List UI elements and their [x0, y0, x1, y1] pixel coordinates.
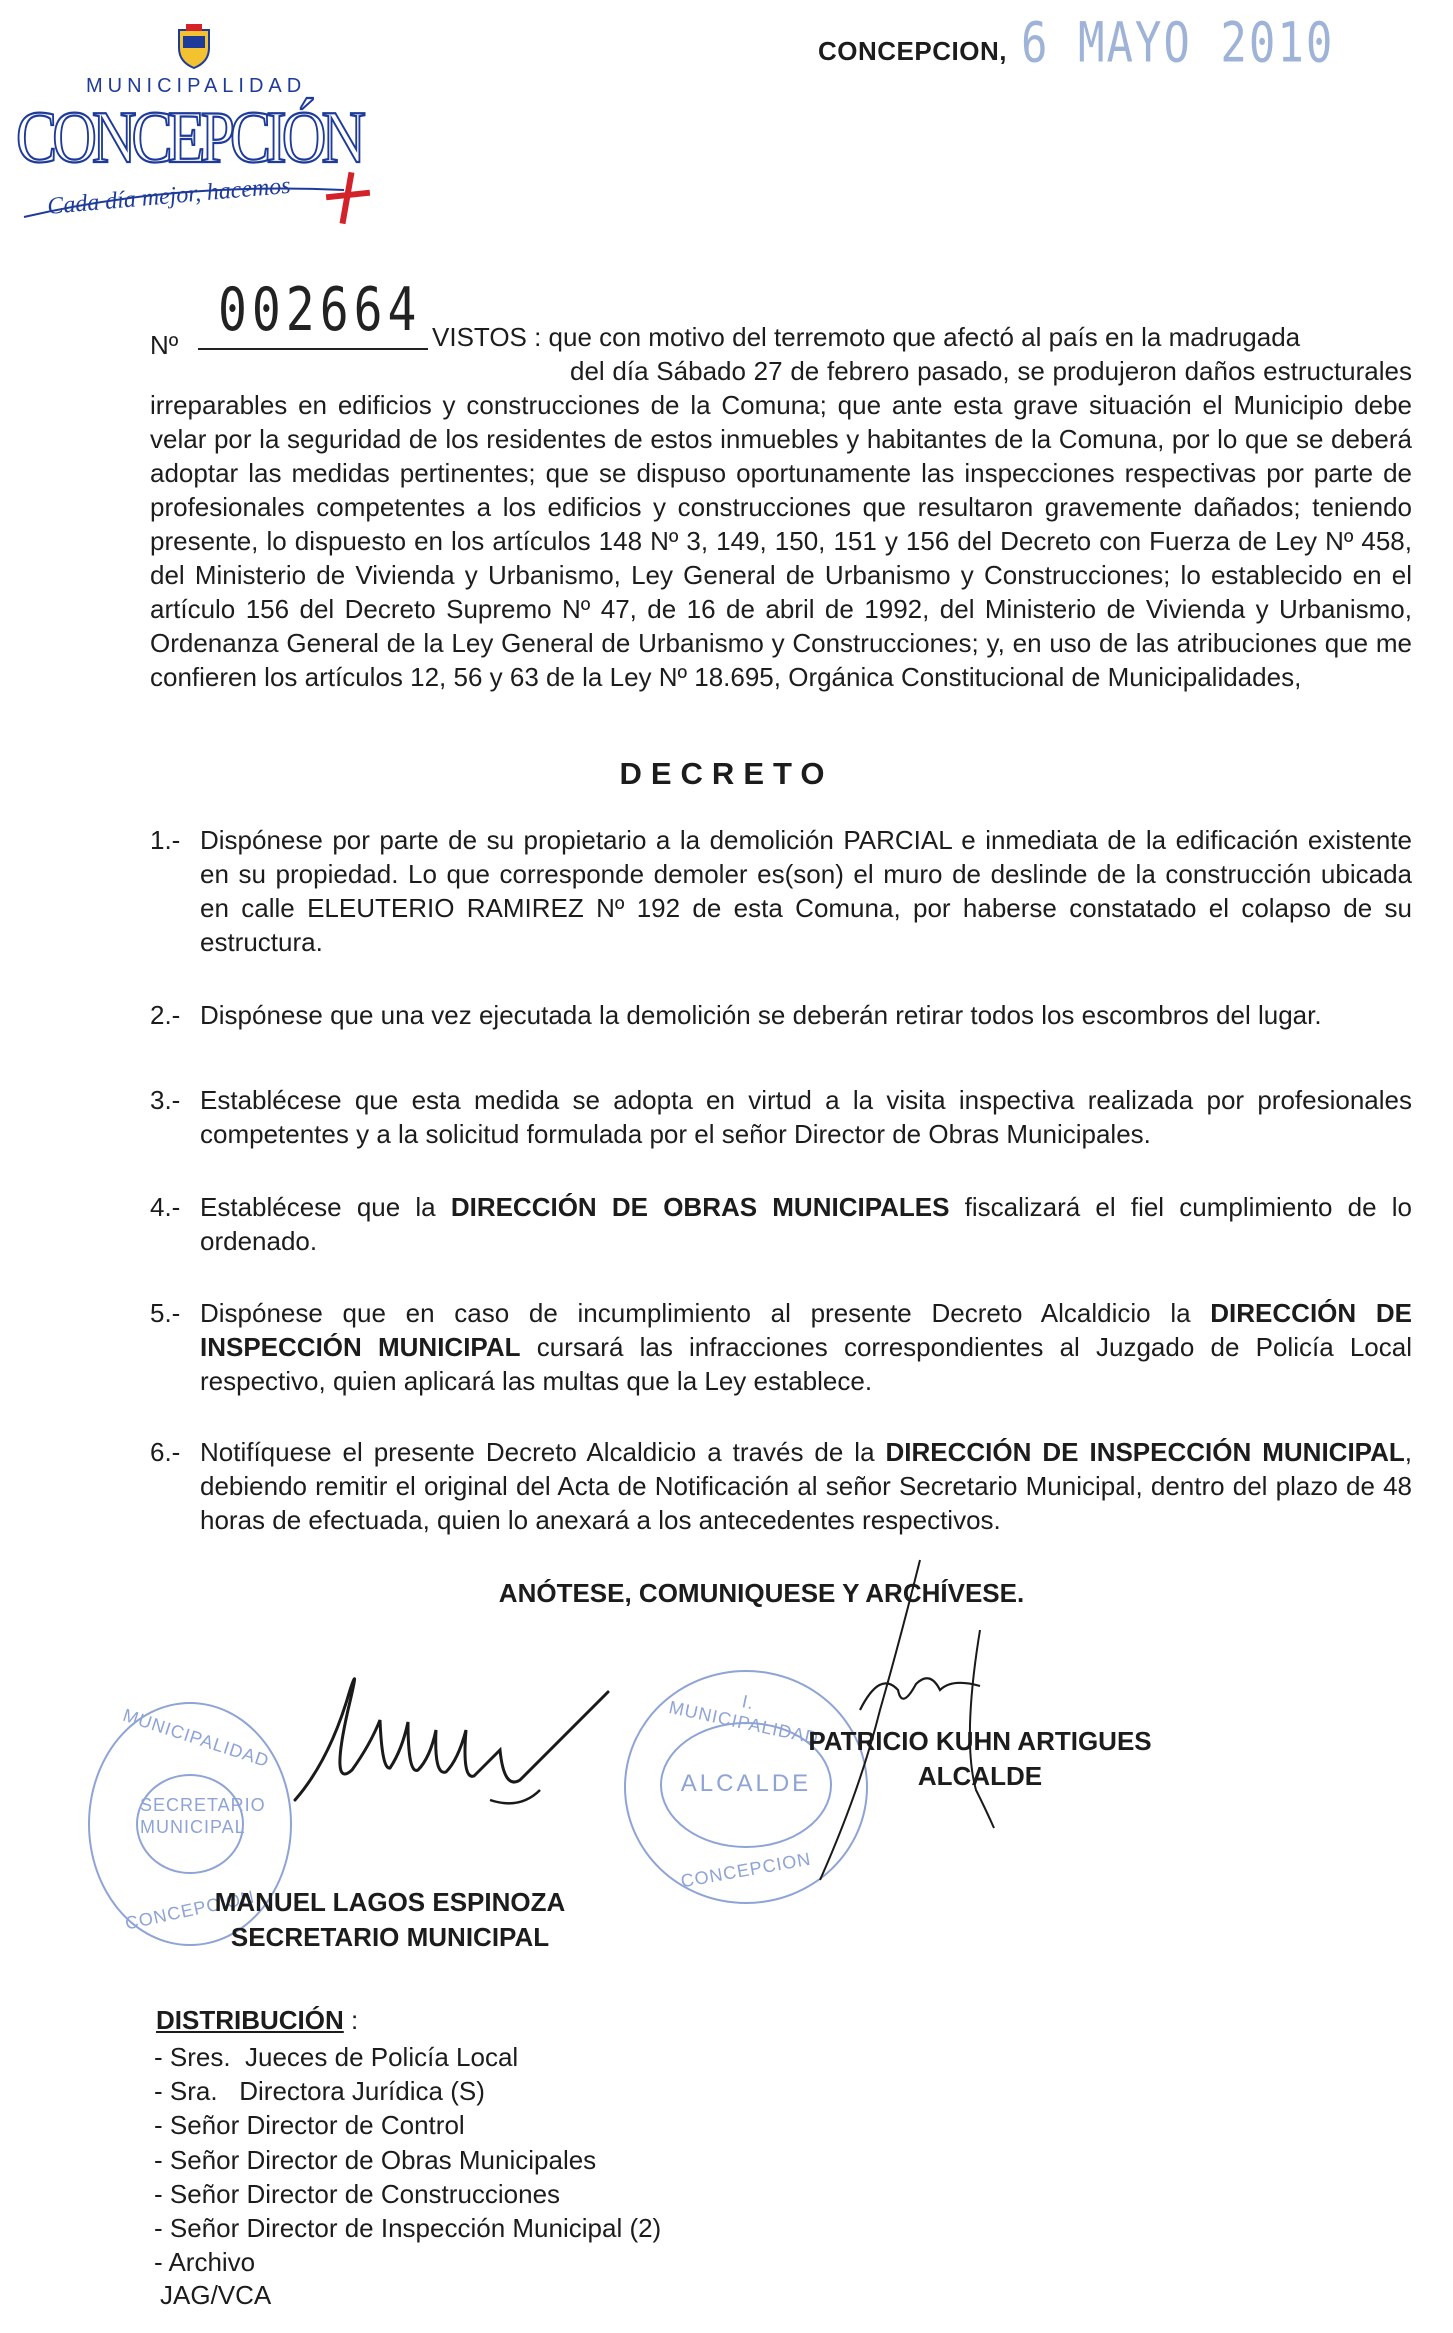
logo-municipality-label: MUNICIPALIDAD	[86, 75, 307, 97]
item-text-before: Establécese que la	[200, 1192, 436, 1222]
item-number: 6.-	[150, 1437, 181, 1467]
list-item: - Sres. Jueces de Policía Local	[154, 2042, 519, 2072]
item-text-after: fiscalizará el fiel cumplimiento de lo ordenado.	[200, 1192, 1412, 1256]
mayor-name: PATRICIO KUHN ARTIGUES	[808, 1726, 1152, 1756]
secretary-signature	[290, 1650, 620, 1850]
item-text	[200, 1296, 1412, 1398]
decree-item-4	[150, 1190, 1412, 1258]
logo-slogan: Cada día mejor, hacemos	[46, 172, 292, 220]
decreto-heading: DECRETO	[619, 756, 834, 791]
distribution-heading-text: DISTRIBUCIÓN	[156, 2005, 344, 2035]
secretary-stamp-ring-bottom: CONCEPCION	[123, 1886, 257, 1934]
plus-icon	[326, 172, 370, 224]
list-item: - Señor Director de Control	[154, 2110, 465, 2141]
closing-formula: ANÓTESE, COMUNIQUESE Y ARCHÍVESE.	[498, 1578, 1025, 1608]
decree-item-5	[150, 1296, 1412, 1398]
list-item: - Señor Director de Inspección Municipal (2)	[154, 2213, 662, 2244]
place-label: CONCEPCION,	[818, 36, 1007, 66]
item-text: Establécese que esta medida se adopta en virtud a la visita inspectiva realizada por profesionales competentes y a la solicitud formulada por el señor Director de Obras Municipales.	[200, 1085, 1412, 1149]
date-stamp: 6 MAYO 2010	[1020, 11, 1335, 75]
item-number: 1.-	[150, 825, 181, 855]
item-text-bold: DIRECCIÓN DE INSPECCIÓN MUNICIPAL	[885, 1437, 1405, 1467]
decree-number-underline	[198, 348, 428, 350]
decree-item-6	[150, 1435, 1412, 1537]
logo-graphic	[14, 22, 374, 232]
decree-number-value: 002664	[218, 275, 422, 345]
item-text-bold: DIRECCIÓN DE INSPECCIÓN MUNICIPAL	[200, 1298, 1413, 1362]
vistos-first-line: VISTOS : que con motivo del terremoto que afectó al país en la madrugada	[432, 322, 1301, 352]
item-text-after: , debiendo remitir el original del Acta de Notificación al señor Secretario Municipal, dentro del plazo de 48 horas de efectuada, quien lo anexará a los antecedentes respectivos.	[200, 1437, 1412, 1535]
decree-item-2	[150, 998, 1412, 1032]
secretary-title: SECRETARIO MUNICIPAL	[230, 1922, 550, 1952]
secretary-stamp-ring-top: MUNICIPALIDAD	[120, 1704, 272, 1772]
list-item: - Señor Director de Construcciones	[154, 2178, 561, 2209]
item-text-bold: DIRECCIÓN DE OBRAS MUNICIPALES	[450, 1192, 950, 1222]
mayor-signature	[780, 1560, 1040, 1880]
distribution-heading-colon: :	[351, 2005, 359, 2035]
item-number: 5.-	[150, 1298, 181, 1328]
logo-city-name: CONCEPCIÓN	[16, 97, 365, 179]
item-text: Dispónese que una vez ejecutada la demolición se deberán retirar todos los escombros del lugar.	[200, 1000, 1322, 1030]
item-text-before: Dispónese que en caso de incumplimiento al presente Decreto Alcaldicio la	[200, 1298, 1191, 1328]
mayor-title: ALCALDE	[917, 1761, 1043, 1791]
municipal-logo	[14, 22, 374, 232]
item-text: Dispónese por parte de su propietario a la demolición PARCIAL e inmediata de la edificación existente en su propiedad. Lo que corresponde demoler es(son) el muro de deslinde de la construcción ubicada en calle ELEUTERIO RAMIREZ Nº 192 de esta Comuna, por haberse constatado el colapso de su estructura.	[200, 825, 1412, 957]
item-text	[200, 1435, 1412, 1537]
item-number: 3.-	[150, 1085, 181, 1115]
item-text	[200, 1190, 1412, 1258]
item-number: 2.-	[150, 1000, 181, 1030]
vistos-paragraph: del día Sábado 27 de febrero pasado, se produjeron daños estructurales irreparables en edificios y construcciones de la Comuna; que ante esta grave situación el Municipio debe velar por la seguridad de los residentes de estos inmuebles y habitantes de la Comuna, por lo que se deberá adoptar las medidas pertinentes; que se dispuso oportunamente las inspecciones respectivas por parte de profesionales competentes a los edificios y construcciones que resultaron gravemente dañados; teniendo presente, lo dispuesto en los artículos 148 Nº 3, 149, 150, 151 y 156 del Decreto con Fuerza de Ley Nº 458, del Ministerio de Vivienda y Urbanismo, Ley General de Urbanismo y Construcciones; lo establecido en el artículo 156 del Decreto Supremo Nº 47, de 16 de abril de 1992, del Ministerio de Vivienda y Urbanismo, Ordenanza General de la Ley General de Urbanismo y Construcciones; y, en uso de las atribuciones que me confieren los artículos 12, 56 y 63 de la Ley Nº 18.695, Orgánica Constitucional de Municipalidades,	[150, 356, 1412, 692]
date-line	[818, 11, 1335, 75]
mayor-stamp-ring-bottom: CONCEPCION	[679, 1848, 813, 1892]
list-item: - Archivo	[154, 2247, 256, 2278]
item-text-before: Notifíquese el presente Decreto Alcaldicio a través de la	[200, 1437, 875, 1467]
secretary-name: MANUEL LAGOS ESPINOZA	[214, 1887, 566, 1917]
mayor-stamp-ring-top: I. MUNICIPALIDAD	[667, 1691, 821, 1749]
decree-item-1	[150, 823, 1412, 959]
list-item: - Señor Director de Obras Municipales	[154, 2144, 597, 2175]
item-text-after: cursará las infracciones correspondientes al Juzgado de Policía Local respectivo, quien aplicará las multas que la Ley establece.	[200, 1332, 1413, 1396]
decree-item-3	[150, 1083, 1412, 1151]
distribution-list	[154, 2040, 661, 2279]
item-number: 4.-	[150, 1192, 181, 1222]
distribution-heading	[156, 2005, 358, 2036]
mayor-stamp-center: ALCALDE	[680, 1770, 812, 1797]
initials-code: JAG/VCA	[160, 2280, 272, 2310]
list-item: - Sra. Directora Jurídica (S)	[154, 2076, 485, 2107]
coat-of-arms-icon	[179, 24, 209, 68]
decree-number-label: Nº	[150, 330, 179, 360]
secretary-stamp-center: SECRETARIO MUNICIPAL	[140, 1795, 266, 1837]
